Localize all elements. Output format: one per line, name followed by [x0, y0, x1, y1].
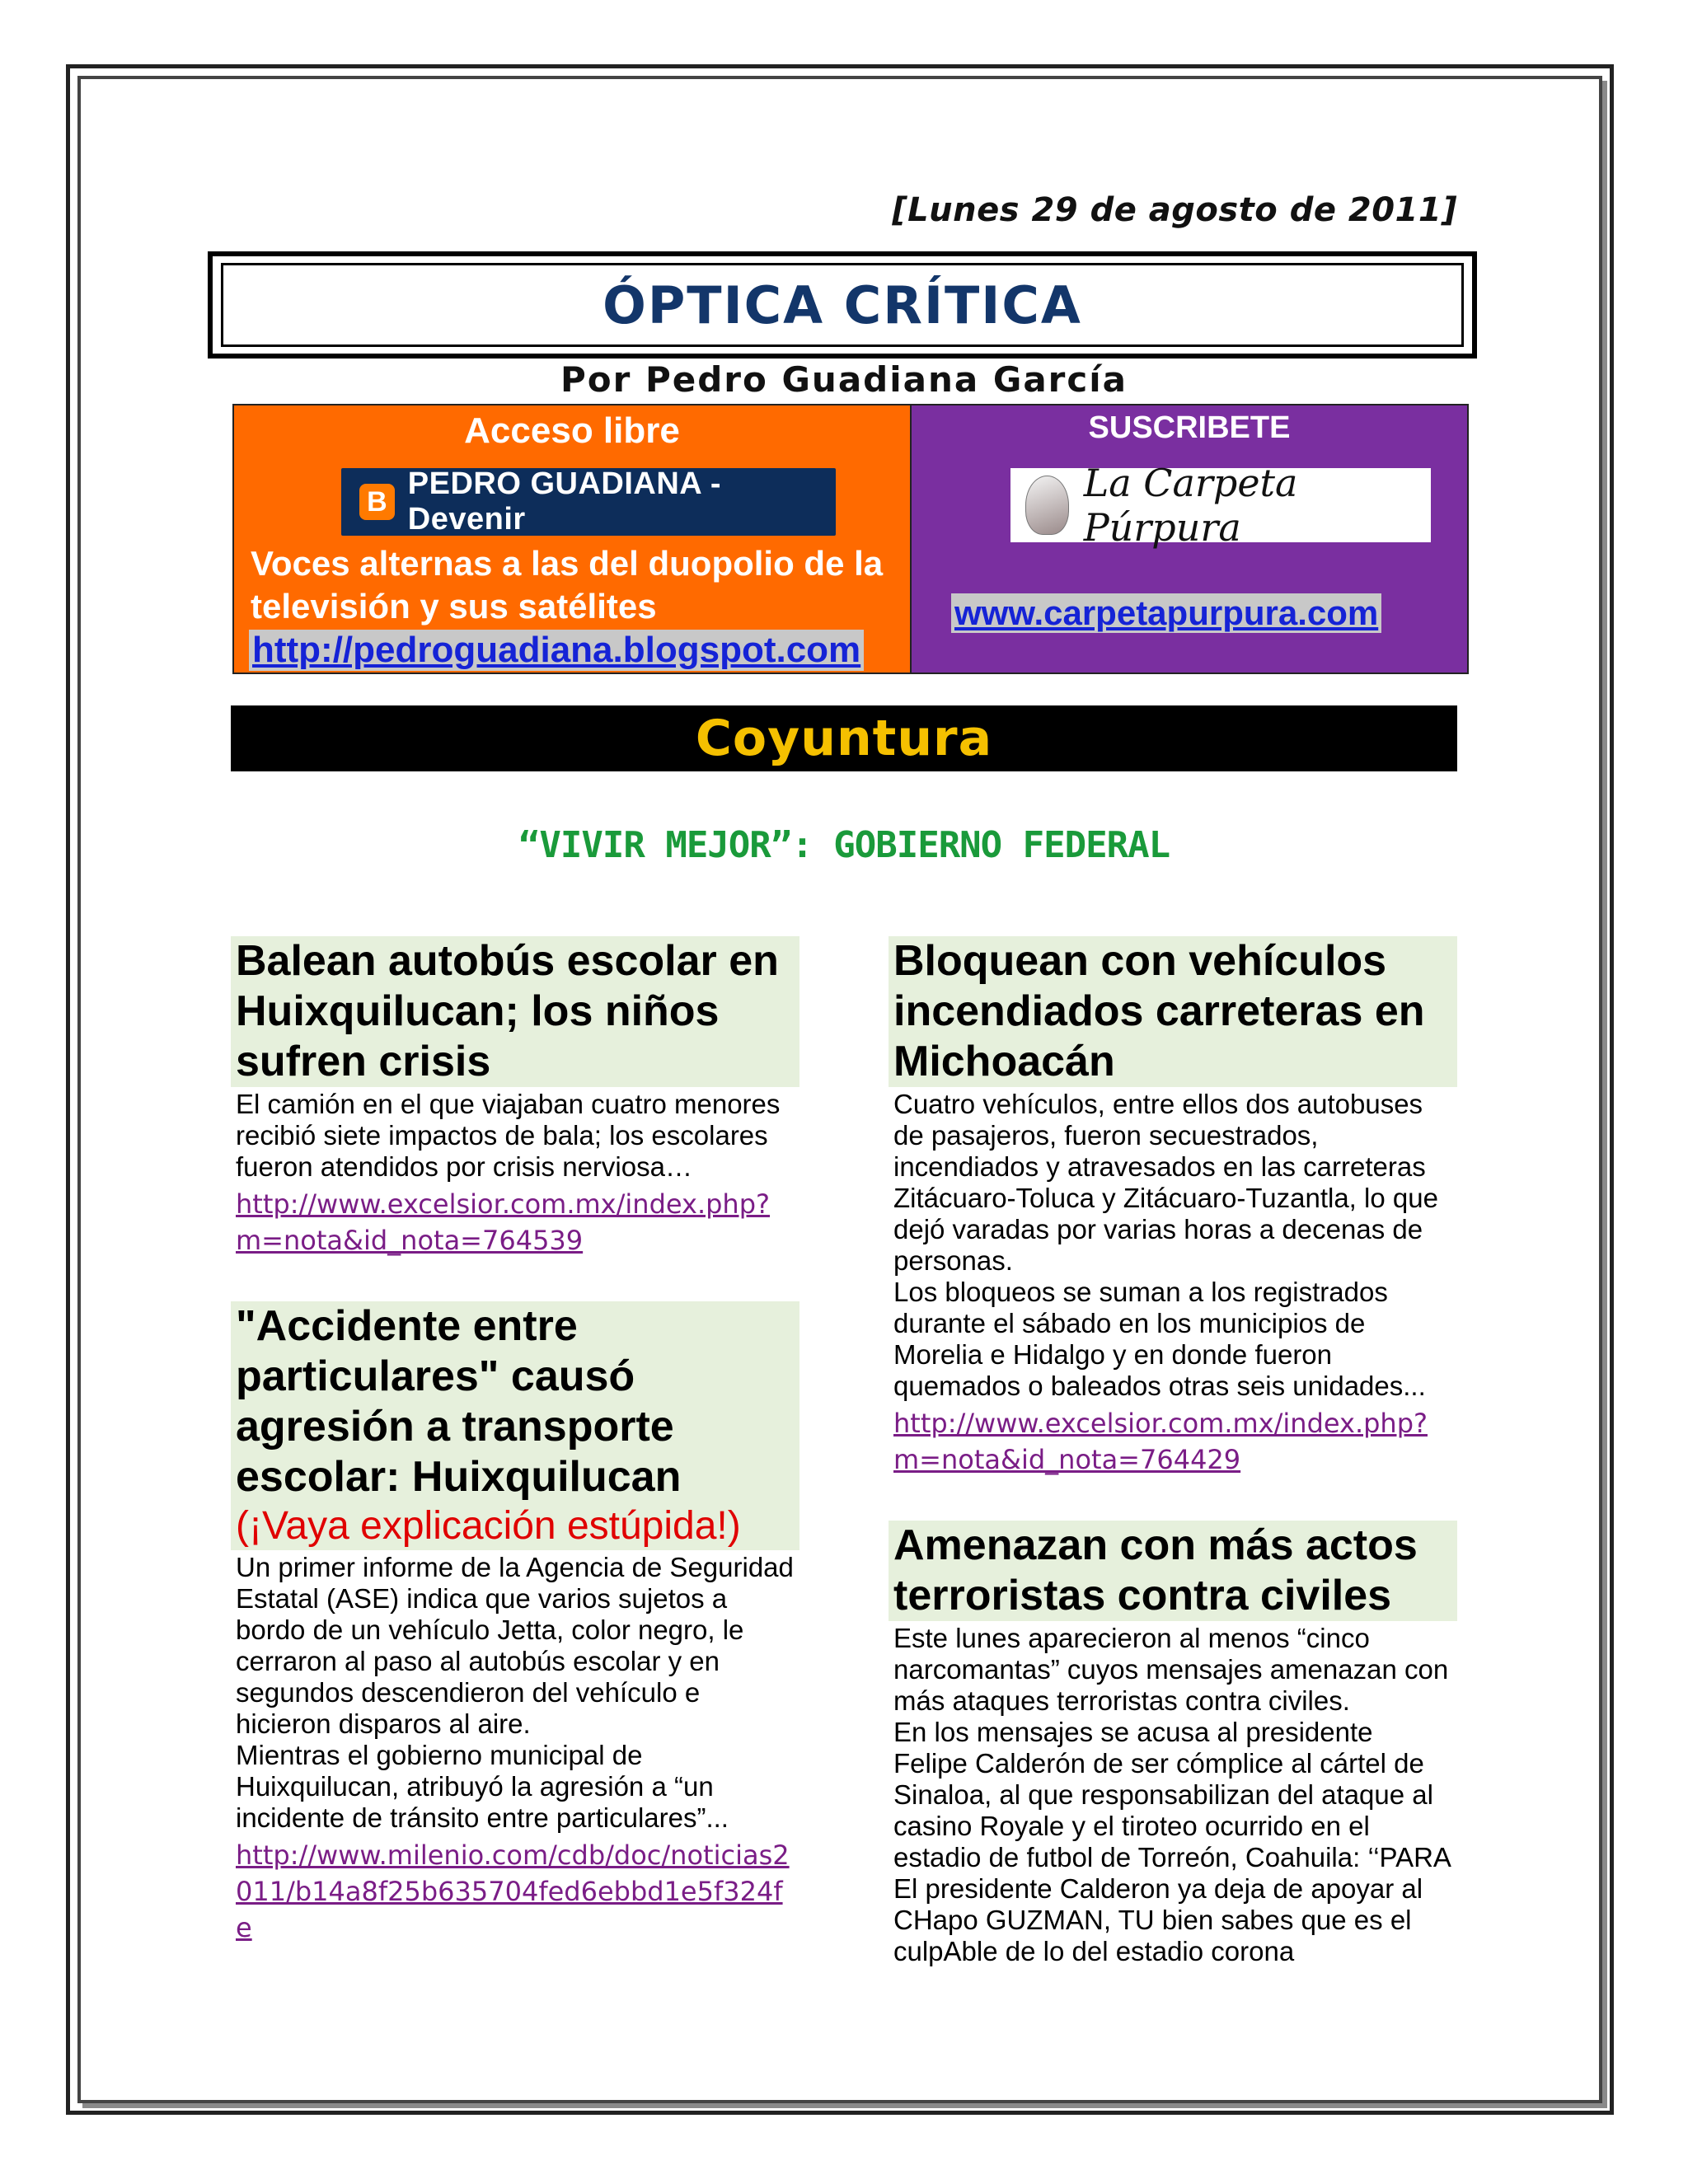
kicker-headline: “VIVIR MEJOR”: GOBIERNO FEDERAL	[518, 824, 1170, 866]
section-title: Coyuntura	[695, 710, 993, 767]
shell-icon	[1025, 476, 1069, 535]
article-link[interactable]: http://www.milenio.com/cdb/doc/noticias2011/b14a8f25b635704fed6ebbd1e5f324fe	[236, 1840, 790, 1943]
article-body	[231, 1552, 799, 1834]
article-link[interactable]: http://www.excelsior.com.mx/index.php?m=nota&id_nota=764429	[893, 1408, 1428, 1475]
article-body	[889, 1089, 1457, 1402]
masthead-box	[208, 251, 1477, 359]
byline: Por Pedro Guadiana García	[560, 359, 1128, 400]
article-headline-text: Bloquean con vehículos incendiados carreteras en Michoacán	[893, 937, 1425, 1085]
article-paragraph: Este lunes aparecieron al menos “cinco narcomantas” cuyos mensajes amenazan con más ataques terroristas contra civiles.	[893, 1623, 1449, 1716]
article-body	[889, 1623, 1457, 1967]
blogger-badge-text: PEDRO GUADIANA - Devenir	[407, 466, 722, 537]
spacer	[231, 1258, 799, 1301]
left-column	[231, 936, 799, 1946]
section-bar	[231, 705, 1457, 771]
article-editorial-note: (¡Vaya explicación estúpida!)	[236, 1504, 741, 1548]
blogger-icon: B	[359, 484, 395, 520]
carpeta-logo-text: La Carpeta Púrpura	[1083, 461, 1298, 550]
article-headline	[231, 936, 799, 1087]
masthead-title: ÓPTICA CRÍTICA	[603, 274, 1082, 335]
blog-link[interactable]: http://pedroguadiana.blogspot.com	[249, 630, 864, 671]
article	[231, 1301, 799, 1946]
article-paragraph: Un primer informe de la Agencia de Seguridad Estatal (ASE) indica que varios sujetos a bordo de un vehículo Jetta, color negro, le cerraron al paso al autobús escolar y en segundos descendieron del vehículo e hicieron disparos al aire.	[236, 1552, 794, 1739]
article-headline	[889, 1521, 1457, 1621]
issue-date: [Lunes 29 de agosto de 2011]	[892, 191, 1457, 229]
carpeta-link[interactable]: www.carpetapurpura.com	[951, 593, 1381, 633]
article-paragraph: En los mensajes se acusa al presidente Felipe Calderón de ser cómplice al cártel de Sinaloa, al que responsabilizan del ataque al casino Royale y el tiroteo ocurrido en el estadio de futbol de Torreón, Coahuila: ‘‘PARA El presidente Calderon ya deja de apoyar al CHapo GUZMAN, TU bien sabes que es el culpAble de lo del estadio corona	[893, 1717, 1451, 1966]
article-headline-text: "Accidente entre particulares" causó agresión a transporte escolar: Huixquilucan	[236, 1302, 682, 1501]
blogger-badge[interactable]	[341, 468, 836, 536]
article-headline	[231, 1301, 799, 1550]
masthead-inner-border	[221, 263, 1464, 347]
article-paragraph: Cuatro vehículos, entre ellos dos autobuses de pasajeros, fueron secuestrados, incendiados y atravesados en las carreteras Zitácuaro-Toluca y Zitácuaro-Tuzantla, lo que dejó varadas por varias horas a decenas de personas.	[893, 1089, 1438, 1276]
article-paragraph: Mientras el gobierno municipal de Huixquilucan, atribuyó la agresión a “un incidente de tránsito entre particulares”...	[236, 1740, 729, 1833]
article-paragraph: El camión en el que viajaban cuatro menores recibió siete impactos de bala; los escolares fueron atendidos por crisis nerviosa…	[236, 1089, 781, 1182]
spacer	[889, 1478, 1457, 1521]
right-column	[889, 936, 1457, 1967]
article	[889, 936, 1457, 1478]
banner-subscribe	[912, 405, 1467, 673]
article	[231, 936, 799, 1258]
article-paragraph: Los bloqueos se suman a los registrados durante el sábado en los municipios de Morelia e Hidalgo y en donde fueron quemados o baleados otras seis unidades...	[893, 1277, 1426, 1401]
article-headline-text: Balean autobús escolar en Huixquilucan; los niños sufren crisis	[236, 937, 779, 1085]
promo-banner	[232, 404, 1469, 674]
article-link[interactable]: http://www.excelsior.com.mx/index.php?m=nota&id_nota=764539	[236, 1188, 770, 1256]
article-body	[231, 1089, 799, 1183]
banner-free-access	[234, 405, 912, 673]
article	[889, 1521, 1457, 1967]
carpeta-purpura-logo[interactable]	[1010, 461, 1431, 550]
blog-tagline: Voces alternas a las del duopolio de la televisión y sus satélites	[251, 544, 884, 626]
article-headline	[889, 936, 1457, 1087]
subscribe-heading: SUSCRIBETE	[1088, 410, 1291, 445]
free-access-heading: Acceso libre	[464, 410, 680, 451]
article-headline-text: Amenazan con más actos terroristas contra civiles	[893, 1521, 1418, 1619]
